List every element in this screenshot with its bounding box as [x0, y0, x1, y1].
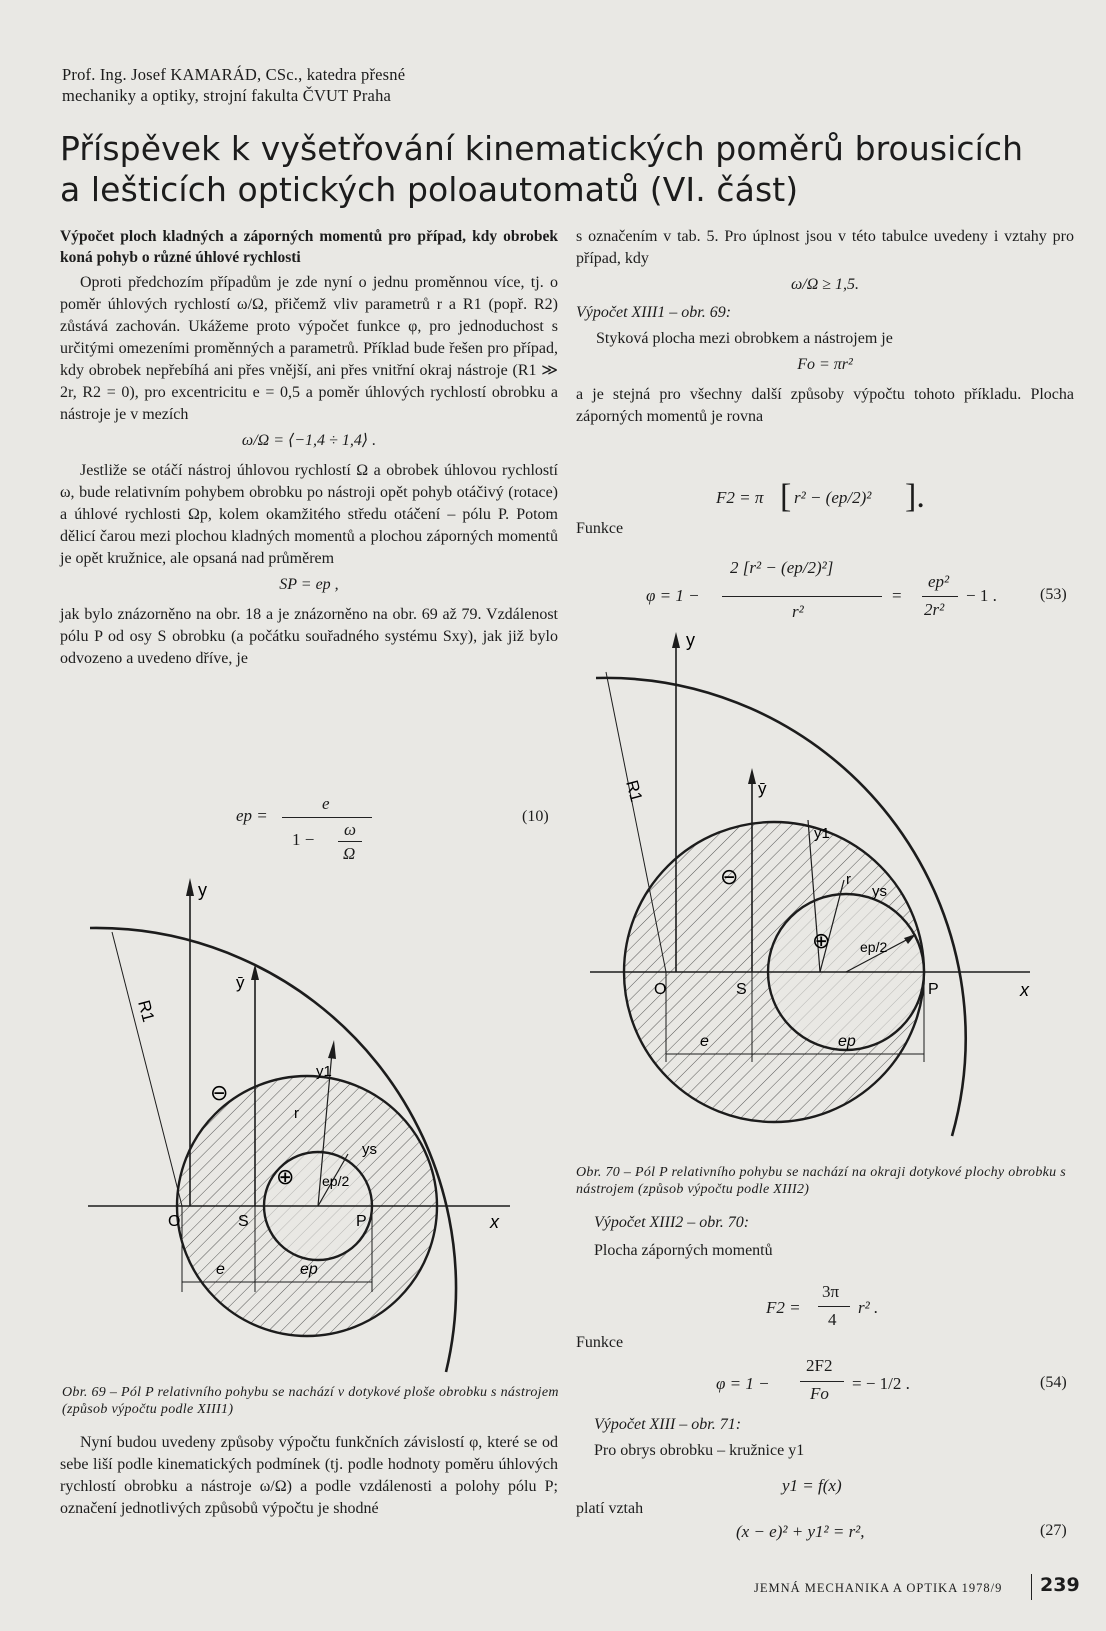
equation-fo: Fo = πr² [797, 356, 853, 373]
fig69-r1-label: R1 [134, 998, 159, 1025]
fig70-p-label: P [928, 981, 939, 998]
eq-f2b-den: 4 [828, 1310, 837, 1329]
eq10-numerator: e [322, 794, 330, 813]
eq53-number: (53) [1040, 586, 1067, 603]
fig70-r1-label: R1 [622, 778, 647, 805]
eq53-fraction-bar [722, 596, 882, 597]
fig69-ep-label: ep [300, 1261, 318, 1278]
right-paragraph-4: Plocha záporných momentů [594, 1242, 773, 1259]
right-column-bottom [594, 1414, 1074, 1462]
fig70-x-label: x [1020, 980, 1029, 1000]
eq53-numerator: 2 [r² − (ep/2)²] [730, 558, 834, 577]
right-paragraph-1: s označením v tab. 5. Pro úplnost jsou v této tabulce uvedeny i vztahy pro případ, kdy [576, 228, 1074, 267]
fig70-y1-label: y1 [814, 825, 830, 842]
left-paragraph-2: Jestliže se otáčí nástroj úhlovou rychlostí Ω a obrobek úhlovou rychlostí ω, bude relativním pohybem obrobku po nástroji opět pohyb otáčivý (rotace) a úhlové rychlosti Ωp, kolem okamžitého středu otáčení – pólu P. Potom dělicí čarou mezi plochou kladných momentů a plochou záporných momentů je opět kružnice, ale opsaná nad průměrem [60, 462, 558, 567]
eq-f2b-tail: r² . [858, 1298, 879, 1317]
author-affiliation [62, 64, 562, 106]
eq10-inner-bar [338, 841, 362, 842]
equation-sp: SP = ep , [279, 576, 339, 593]
section-heading: Výpočet ploch kladných a záporných momentů pro případ, kdy obrobek koná pohyb o různé úhlové rychlosti [60, 228, 558, 266]
fig69-ybar-label: ȳ [236, 973, 245, 992]
y-axis-arrow [186, 878, 194, 896]
right-paragraph-2: Styková plocha mezi obrobkem a nástrojem je [596, 330, 893, 347]
fig70-ep2-label: ep/2 [860, 939, 888, 955]
eq53-rhs-num: ep² [928, 572, 950, 591]
journal-name: JEMNÁ MECHANIKA A OPTIKA 1978/9 [754, 1581, 1003, 1595]
section-xiii2: Výpočet XIII2 – obr. 70: [594, 1214, 750, 1231]
eq53-rhs-den: 2r² [924, 600, 945, 619]
eq-f2-lhs: F2 = π [716, 488, 764, 507]
figure-70-caption: Obr. 70 – Pól P relativního pohybu se nachází na okraji dotykové plochy obrobku s nástrojem (způsob výpočtu podle XIII2) [576, 1165, 1066, 1197]
eq-f2-body: r² − (ep/2)² [794, 488, 872, 507]
left-column-top [60, 226, 558, 670]
equation-condition: ω/Ω ≥ 1,5. [790, 276, 860, 293]
r1-radius-line [112, 932, 182, 1206]
fig69-ys-label: ys [362, 1141, 377, 1158]
fig69-e-label: e [216, 1261, 225, 1278]
eq54-tail: = − 1/2 . [852, 1374, 910, 1393]
fig69-minus-sign: ⊖ [210, 1080, 229, 1105]
footer-divider [1031, 1574, 1032, 1600]
article-title [60, 128, 1060, 210]
fig69-ep2-label: ep/2 [322, 1173, 350, 1189]
funkce-2: Funkce [576, 1334, 624, 1351]
eq-f2b-num: 3π [822, 1282, 840, 1301]
fig69-o-label: O [168, 1213, 181, 1230]
eq53-lhs: φ = 1 − [646, 586, 700, 605]
eq53-tail: − 1 . [966, 586, 997, 605]
fig69-y1-label: y1 [316, 1063, 332, 1080]
fig70-y-label: y [686, 632, 695, 650]
fig69-r-label: r [294, 1105, 299, 1122]
eq10-den-a: 1 − [292, 830, 315, 849]
right-column-top [576, 226, 1074, 428]
eq10-number: (10) [522, 808, 549, 825]
fig70-minus-sign: ⊖ [720, 864, 739, 889]
fig70-plus-sign: ⊕ [812, 928, 831, 953]
fig70-ep-label: ep [838, 1033, 856, 1050]
eq10-den-num: ω [344, 820, 357, 839]
section-xiii: Výpočet XIII – obr. 71: [594, 1416, 742, 1433]
equation-y1: y1 = f(x) [782, 1476, 842, 1495]
eq-f2b-lhs: F2 = [766, 1298, 801, 1317]
fig70-ys-label: ys [872, 883, 887, 900]
funkce-1: Funkce [576, 520, 624, 537]
equation-range: ω/Ω = ⟨−1,4 ÷ 1,4⟩ . [241, 432, 377, 449]
page-number: 239 [1040, 1574, 1080, 1596]
eq53-denominator: r² [792, 602, 804, 621]
right-paragraph-5: Pro obrys obrobku – kružnice y1 [594, 1442, 805, 1459]
left-column-bottom [60, 1432, 558, 1520]
fig70-o-label: O [654, 981, 667, 998]
figure-70 [590, 632, 1070, 1152]
eq54-den: Fo [810, 1384, 829, 1403]
figure-69-caption: Obr. 69 – Pól P relativního pohybu se nachází v dotykové ploše obrobku s nástrojem (způsob výpočtu podle XIII1) [62, 1385, 559, 1417]
y-axis-arrow [672, 632, 680, 648]
fig70-r-label: r [846, 871, 851, 888]
fig69-p-label: P [356, 1213, 367, 1230]
author-line-1: Prof. Ing. Josef KAMARÁD, CSc., katedra přesné [62, 65, 406, 84]
right-paragraph-6: platí vztah [576, 1500, 644, 1517]
fig69-x-label: x [490, 1212, 499, 1232]
eq10-den-den: Ω [343, 844, 356, 863]
left-paragraph-4: Nyní budou uvedeny způsoby výpočtu funkčních závislostí φ, které se od sebe liší podle kinematických podmínek (tj. podle hodnoty poměru úhlových rychlostí obrobku a nástroje ω/Ω) a podle vzdálenosti a polohy pólu P; označení jednotlivých způsobů výpočtu je shodné [60, 1434, 558, 1517]
eq53-equals: = [892, 586, 902, 605]
title-line-1: Příspěvek k vyšetřování kinematických poměrů brousicích [60, 129, 1024, 168]
left-paragraph-1: Oproti předchozím případům je zde nyní o jednu proměnnou více, tj. o poměr úhlových rychlostí ω/Ω, přičemž vliv parametrů r a R1 (popř. R2) zůstává zachován. Ukážeme proto výpočet funkce φ, pro jednoduchost s určitými omezeními proměnných a parametrů. Příklad bude řešen pro případ, kdy obrobek nepřebíhá ani přes vnější, ani přes vnitřní okraj nástroje (R1 ≫ 2r, R2 = 0), pro excentricitu e = 0,5 a poměr úhlových rychlostí obrobku a nástroje je v mezích [60, 274, 558, 423]
eq10-fraction-bar [282, 817, 372, 818]
eq10-lhs: ep = [236, 806, 268, 825]
equation-27: (x − e)² + y1² = r², [736, 1522, 865, 1541]
figure-69 [78, 872, 548, 1382]
right-column-middle [594, 1212, 1074, 1262]
fig70-s-label: S [736, 981, 747, 998]
left-paragraph-3: jak bylo znázorněno na obr. 18 a je znázorněno na obr. 69 až 79. Vzdálenost pólu P od osy S obrobku (a počátku souřadného systému Sxy), jak již bylo odvozeno a uvedeno dříve, je [60, 606, 558, 667]
title-line-2: a lešticích optických poloautomatů (VI. část) [60, 170, 799, 209]
fig69-y-label: y [198, 880, 207, 900]
author-line-2: mechaniky a optiky, strojní fakulta ČVUT Praha [62, 86, 392, 105]
eq54-num: 2F2 [806, 1356, 833, 1375]
eq54-number: (54) [1040, 1374, 1067, 1391]
section-xiii1: Výpočet XIII1 – obr. 69: [576, 304, 732, 321]
eq54-lhs: φ = 1 − [716, 1374, 770, 1393]
right-paragraph-3: a je stejná pro všechny další způsoby výpočtu tohoto příkladu. Plocha záporných momentů je rovna [576, 386, 1074, 425]
fig69-plus-sign: ⊕ [276, 1164, 295, 1189]
ybar-axis-arrow [748, 768, 756, 784]
eq27-number: (27) [1040, 1522, 1067, 1539]
fig70-e-label: e [700, 1033, 709, 1050]
fig69-s-label: S [238, 1213, 249, 1230]
fig70-ybar-label: ȳ [758, 779, 767, 798]
